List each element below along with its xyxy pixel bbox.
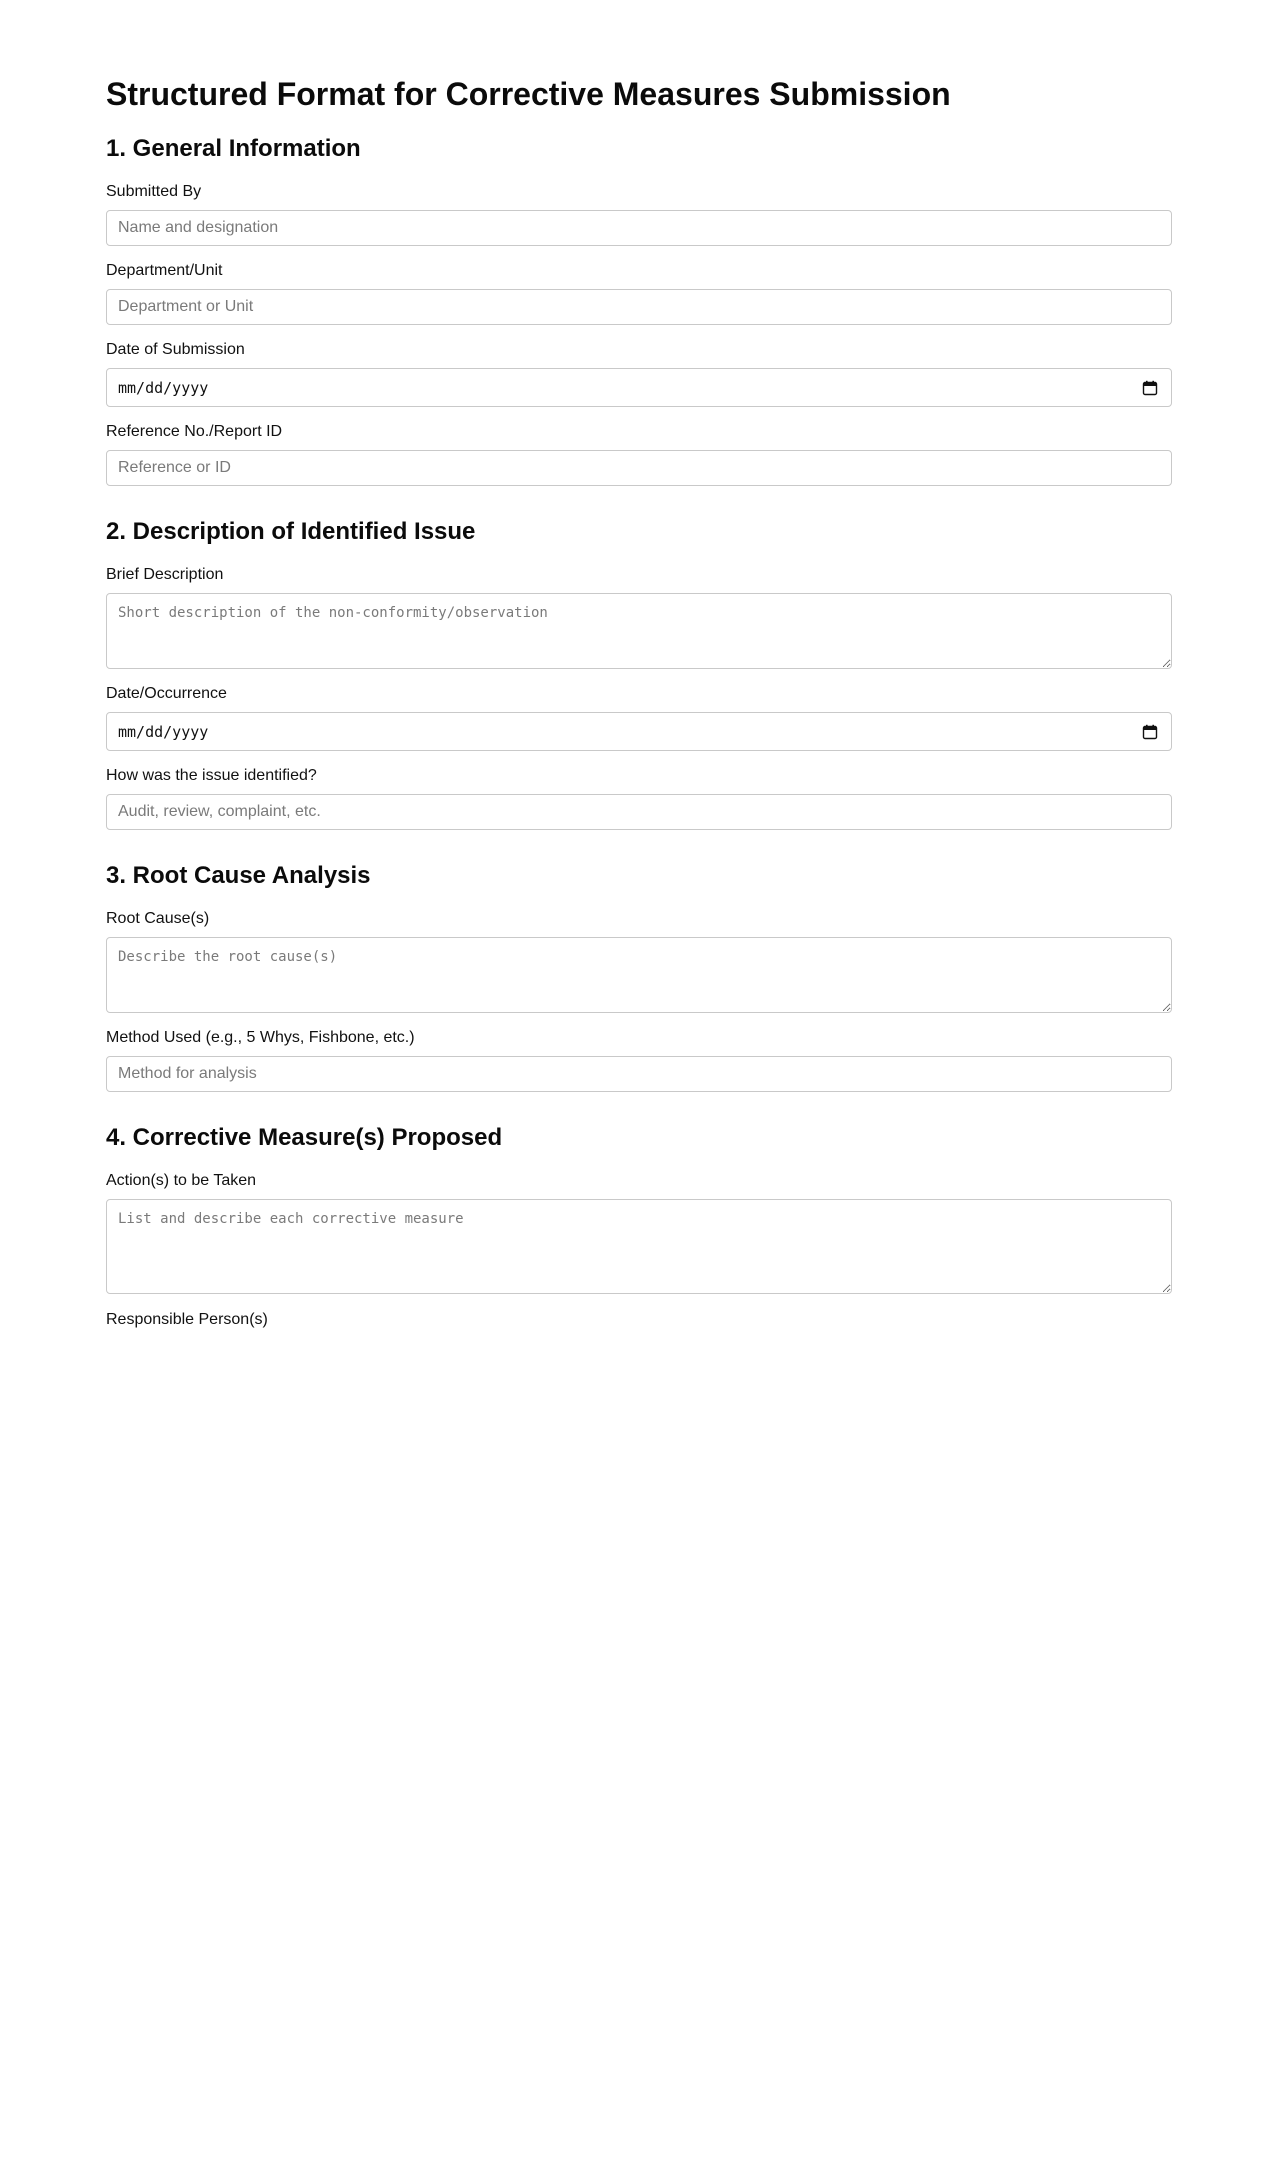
issue-identified-input[interactable] <box>106 794 1172 830</box>
responsible-persons-label: Responsible Person(s) <box>106 1311 268 1328</box>
section-heading-identified-issue: 2. Description of Identified Issue <box>106 518 476 545</box>
date-occurrence-input[interactable] <box>106 712 1172 751</box>
method-used-label: Method Used (e.g., 5 Whys, Fishbone, etc.) <box>106 1029 415 1046</box>
root-causes-textarea[interactable] <box>106 937 1172 1013</box>
date-of-submission-value: mm/dd/yyyy <box>118 378 209 397</box>
date-of-submission-label: Date of Submission <box>106 341 245 358</box>
actions-textarea[interactable] <box>106 1199 1172 1294</box>
calendar-icon[interactable] <box>1142 380 1158 396</box>
section-heading-root-cause-analysis: 3. Root Cause Analysis <box>106 862 371 889</box>
brief-description-textarea[interactable] <box>106 593 1172 669</box>
actions-label: Action(s) to be Taken <box>106 1172 257 1189</box>
date-occurrence-value: mm/dd/yyyy <box>118 722 209 741</box>
submitted-by-label: Submitted By <box>106 183 202 200</box>
date-occurrence-label: Date/Occurrence <box>106 685 227 702</box>
reference-no-input[interactable] <box>106 450 1172 486</box>
issue-identified-label: How was the issue identified? <box>106 767 317 784</box>
root-causes-label: Root Cause(s) <box>106 910 210 927</box>
brief-description-label: Brief Description <box>106 566 224 583</box>
submitted-by-input[interactable] <box>106 210 1172 246</box>
method-used-input[interactable] <box>106 1056 1172 1092</box>
department-unit-input[interactable] <box>106 289 1172 325</box>
date-of-submission-input[interactable] <box>106 368 1172 407</box>
calendar-icon[interactable] <box>1142 724 1158 740</box>
section-heading-general-information: 1. General Information <box>106 135 361 162</box>
section-heading-corrective-measures: 4. Corrective Measure(s) Proposed <box>106 1124 503 1151</box>
reference-no-label: Reference No./Report ID <box>106 423 283 440</box>
page-title: Structured Format for Corrective Measures Submission <box>106 76 951 112</box>
department-unit-label: Department/Unit <box>106 262 223 279</box>
